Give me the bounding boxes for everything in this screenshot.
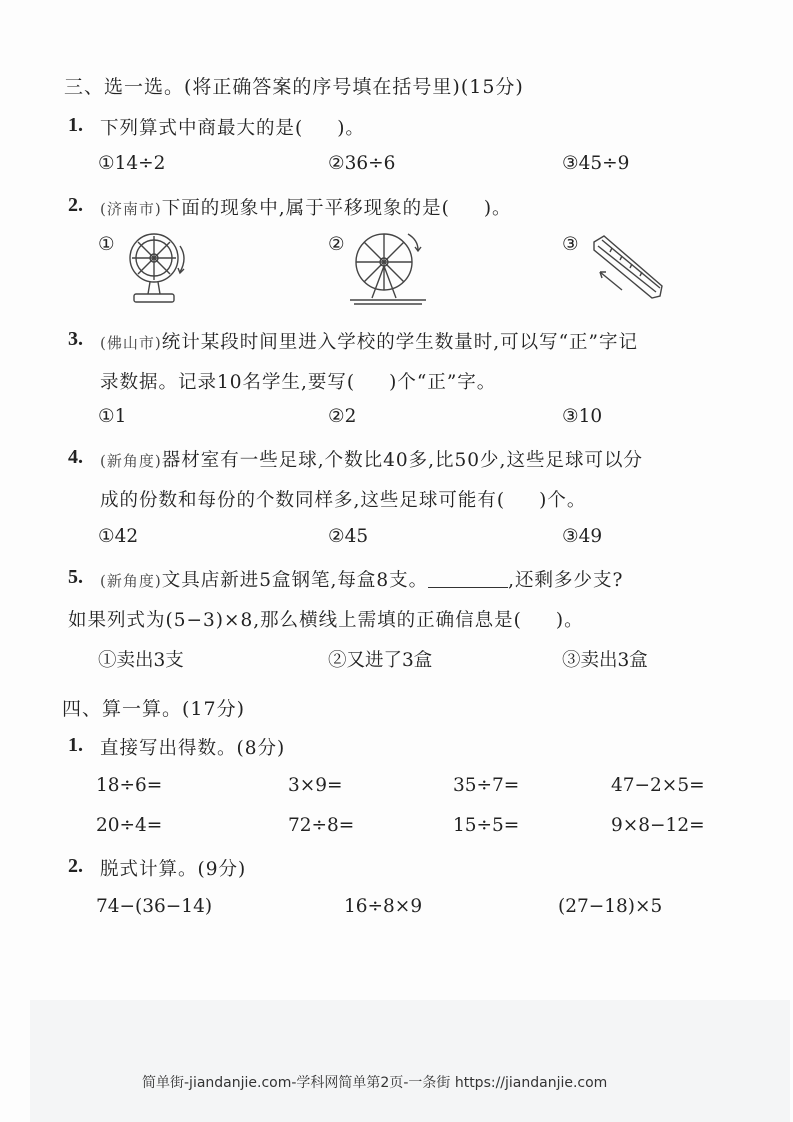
escalator-icon (590, 228, 666, 308)
q4-option-2: ②45 (328, 526, 369, 547)
s4-q2-number: 2. (68, 855, 83, 877)
page-bottom-area (30, 1000, 790, 1122)
calc-item: 72÷8= (288, 815, 355, 836)
q2-number: 2. (68, 194, 83, 216)
calc-item: 9×8−12= (611, 815, 705, 836)
q1-option-3: ③45÷9 (562, 153, 630, 174)
stepwise-item: 16÷8×9 (344, 896, 423, 917)
calc-item: 35÷7= (453, 775, 520, 796)
q5-option-1: ①卖出3支 (98, 650, 184, 671)
q3-line-1: (佛山市)统计某段时间里进入学校的学生数量时,可以写“正”字记 (100, 332, 639, 353)
q4-line-1: (新角度)器材室有一些足球,个数比40多,比50少,这些足球可以分 (100, 450, 643, 471)
ferris-wheel-icon (348, 228, 428, 312)
footer-watermark: 简单街-jiandanjie.com-学科网简单第2页-一条街 https://jiandanjie.com (142, 1075, 608, 1091)
answer-blank (428, 569, 508, 588)
q3-option-2: ②2 (328, 406, 357, 427)
q5-line-2: 如果列式为(5−3)×8,那么横线上需填的正确信息是( )。 (68, 610, 584, 631)
q1-option-1: ①14÷2 (98, 153, 166, 174)
fan-icon (124, 228, 190, 310)
q5-line-1: (新角度)文具店新进5盒钢笔,每盒8支。 ,还剩多少支? (100, 570, 624, 591)
q3-option-1: ①1 (98, 406, 127, 427)
s4-q1-text: 直接写出得数。(8分) (100, 738, 286, 759)
q2-option-3: ③ (562, 234, 579, 255)
q2-text: (济南市)下面的现象中,属于平移现象的是( )。 (100, 198, 512, 219)
calc-item: 15÷5= (453, 815, 520, 836)
calc-item: 3×9= (288, 775, 343, 796)
q5-option-2: ②又进了3盒 (328, 650, 433, 671)
section-4-title: 四、算一算。(17分) (62, 698, 246, 720)
q3-line-2: 录数据。记录10名学生,要写( )个“正”字。 (100, 372, 497, 393)
q4-option-1: ①42 (98, 526, 139, 547)
q3-option-3: ③10 (562, 406, 603, 427)
calc-item: 18÷6= (96, 775, 163, 796)
q1-number: 1. (68, 114, 83, 136)
q4-line-2: 成的份数和每份的个数同样多,这些足球可能有( )个。 (100, 490, 587, 511)
q5-number: 5. (68, 566, 83, 588)
s4-q2-text: 脱式计算。(9分) (100, 859, 247, 880)
calc-item: 47−2×5= (611, 775, 705, 796)
q1-option-2: ②36÷6 (328, 153, 396, 174)
q2-option-2: ② (328, 234, 345, 255)
stepwise-item: (27−18)×5 (558, 896, 663, 917)
s4-q1-number: 1. (68, 734, 83, 756)
stepwise-item: 74−(36−14) (96, 896, 213, 917)
q4-number: 4. (68, 446, 83, 468)
q4-option-3: ③49 (562, 526, 603, 547)
q3-number: 3. (68, 328, 83, 350)
q5-option-3: ③卖出3盒 (562, 650, 648, 671)
q2-option-1: ① (98, 234, 115, 255)
section-3-title: 三、选一选。(将正确答案的序号填在括号里)(15分) (64, 76, 524, 98)
q1-text: 下列算式中商最大的是( )。 (100, 118, 365, 139)
calc-item: 20÷4= (96, 815, 163, 836)
